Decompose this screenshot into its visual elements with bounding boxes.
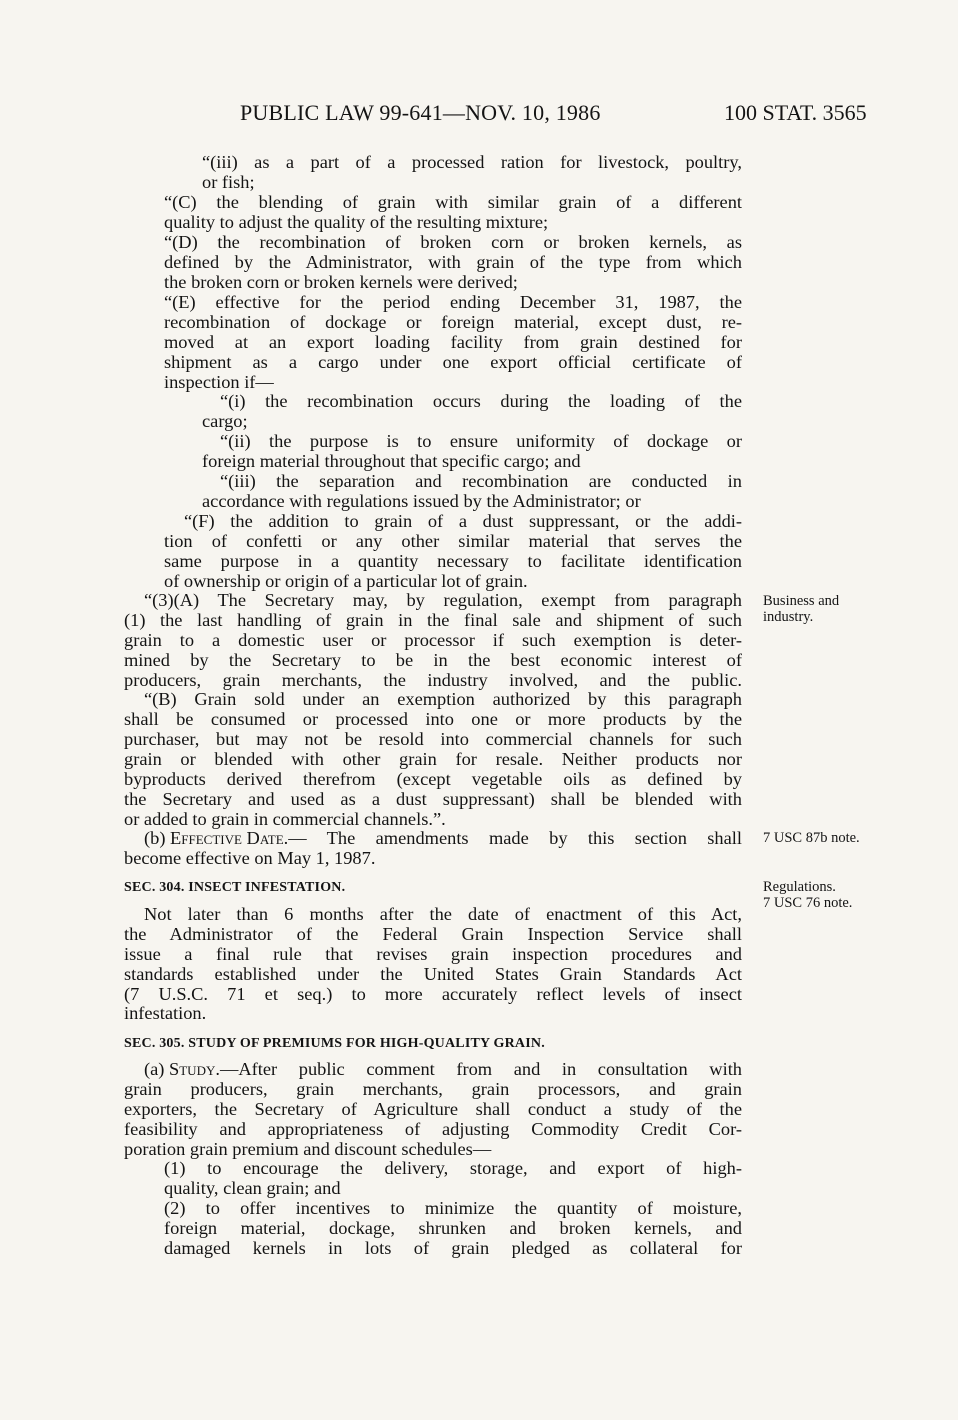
text-line: the broken corn or broken kernels were derived; bbox=[164, 272, 518, 292]
text-line: “(F) the addition to grain of a dust suppressant, or the addi- bbox=[184, 511, 742, 531]
text-line: same purpose in a quantity necessary to facilitate identification bbox=[164, 551, 742, 571]
section-heading-304: SEC. 304. INSECT INFESTATION. bbox=[124, 880, 346, 895]
page-header-stat: 100 STAT. 3565 bbox=[724, 100, 867, 125]
text-line: standards established under the United States Grain Standards Act bbox=[124, 964, 742, 984]
text-line: tion of confetti or any other similar material that serves the bbox=[164, 531, 742, 551]
text-line: (7 U.S.C. 71 et seq.) to more accurately reflect levels of insect bbox=[124, 984, 742, 1004]
text-line: damaged kernels in lots of grain pledged as collateral for bbox=[164, 1238, 742, 1258]
text-line-content: — The amendments made by this section shall bbox=[288, 828, 742, 848]
text-line: “(iii) as a part of a processed ration for livestock, poultry, bbox=[202, 152, 742, 172]
text-line: (1) to encourage the delivery, storage, and export of high- bbox=[164, 1158, 742, 1178]
text-line: quality to adjust the quality of the resulting mixture; bbox=[164, 212, 549, 232]
text-line: “(iii) the separation and recombination are conducted in bbox=[220, 471, 742, 491]
text-line: quality, clean grain; and bbox=[164, 1178, 341, 1198]
study-label: Study. bbox=[169, 1059, 220, 1079]
subsection-prefix: (b) bbox=[144, 828, 171, 848]
effective-date-line bbox=[144, 828, 742, 848]
text-line: grain or blended with other grain for resale. Neither products nor bbox=[124, 749, 742, 769]
text-line: become effective on May 1, 1987. bbox=[124, 848, 376, 868]
subsection-prefix: (a) bbox=[144, 1059, 170, 1079]
text-line: infestation. bbox=[124, 1003, 207, 1023]
text-line: foreign material throughout that specific cargo; and bbox=[202, 451, 581, 471]
text-line: issue a final rule that revises grain inspection procedures and bbox=[124, 944, 742, 964]
text-line: (1) the last handling of grain in the final sale and shipment of such bbox=[124, 610, 742, 630]
margin-note-industry: industry. bbox=[763, 609, 814, 625]
text-line: shall be consumed or processed into one or more products by the bbox=[124, 709, 742, 729]
text-line: “(i) the recombination occurs during the loading of the bbox=[220, 391, 742, 411]
text-line: of ownership or origin of a particular lot of grain. bbox=[164, 571, 528, 591]
text-line: mined by the Secretary to be in the best economic interest of bbox=[124, 650, 742, 670]
text-line: the Secretary and used as a dust suppressant) shall be blended with bbox=[124, 789, 742, 809]
text-line: (2) to offer incentives to minimize the quantity of moisture, bbox=[164, 1198, 742, 1218]
text-line: or added to grain in commercial channels.”. bbox=[124, 809, 446, 829]
text-line: grain producers, grain merchants, grain processors, and grain bbox=[124, 1079, 742, 1099]
text-line: cargo; bbox=[202, 411, 248, 431]
text-line: poration grain premium and discount schedules— bbox=[124, 1139, 492, 1159]
text-line: “(E) effective for the period ending December 31, 1987, the bbox=[164, 292, 742, 312]
margin-note-usc76: 7 USC 76 note. bbox=[763, 895, 853, 911]
margin-note-regulations: Regulations. bbox=[763, 879, 836, 895]
text-line: feasibility and appropriateness of adjusting Commodity Credit Cor- bbox=[124, 1119, 742, 1139]
text-line-content: —After public comment from and in consultation with bbox=[219, 1059, 742, 1079]
text-line: “(D) the recombination of broken corn or broken kernels, as bbox=[164, 232, 742, 252]
text-line: producers, grain merchants, the industry involved, and the public. bbox=[124, 670, 742, 690]
margin-note-usc87b: 7 USC 87b note. bbox=[763, 830, 860, 846]
effective-date-label: Effective Date. bbox=[170, 828, 289, 848]
text-line: “(B) Grain sold under an exemption authorized by this paragraph bbox=[144, 689, 742, 709]
section-heading-305: SEC. 305. STUDY OF PREMIUMS FOR HIGH-QUALITY GRAIN. bbox=[124, 1036, 545, 1051]
page-header-title: PUBLIC LAW 99-641—NOV. 10, 1986 bbox=[240, 100, 601, 125]
text-line: foreign material, dockage, shrunken and broken kernels, and bbox=[164, 1218, 742, 1238]
text-line: “(3)(A) The Secretary may, by regulation, exempt from paragraph bbox=[144, 590, 742, 610]
text-line: defined by the Administrator, with grain of the type from which bbox=[164, 252, 742, 272]
text-line: or fish; bbox=[202, 172, 255, 192]
text-line: grain to a domestic user or processor if such exemption is deter- bbox=[124, 630, 742, 650]
text-line: the Administrator of the Federal Grain Inspection Service shall bbox=[124, 924, 742, 944]
text-line: Not later than 6 months after the date of enactment of this Act, bbox=[144, 904, 742, 924]
text-line: inspection if— bbox=[164, 372, 274, 392]
margin-note-business: Business and bbox=[763, 593, 840, 609]
text-line: purchaser, but may not be resold into commercial channels for such bbox=[124, 729, 742, 749]
text-line: moved at an export loading facility from grain destined for bbox=[164, 332, 742, 352]
text-line: “(C) the blending of grain with similar grain of a different bbox=[164, 192, 742, 212]
text-line: recombination of dockage or foreign material, except dust, re- bbox=[164, 312, 742, 332]
text-line: “(ii) the purpose is to ensure uniformity of dockage or bbox=[220, 431, 742, 451]
text-line bbox=[288, 828, 742, 848]
text-line: accordance with regulations issued by the Administrator; or bbox=[202, 491, 641, 511]
text-line: byproducts derived therefrom (except vegetable oils as defined by bbox=[124, 769, 742, 789]
study-line bbox=[144, 1059, 742, 1079]
text-line: shipment as a cargo under one export official certificate of bbox=[164, 352, 742, 372]
text-line: exporters, the Secretary of Agriculture shall conduct a study of the bbox=[124, 1099, 742, 1119]
